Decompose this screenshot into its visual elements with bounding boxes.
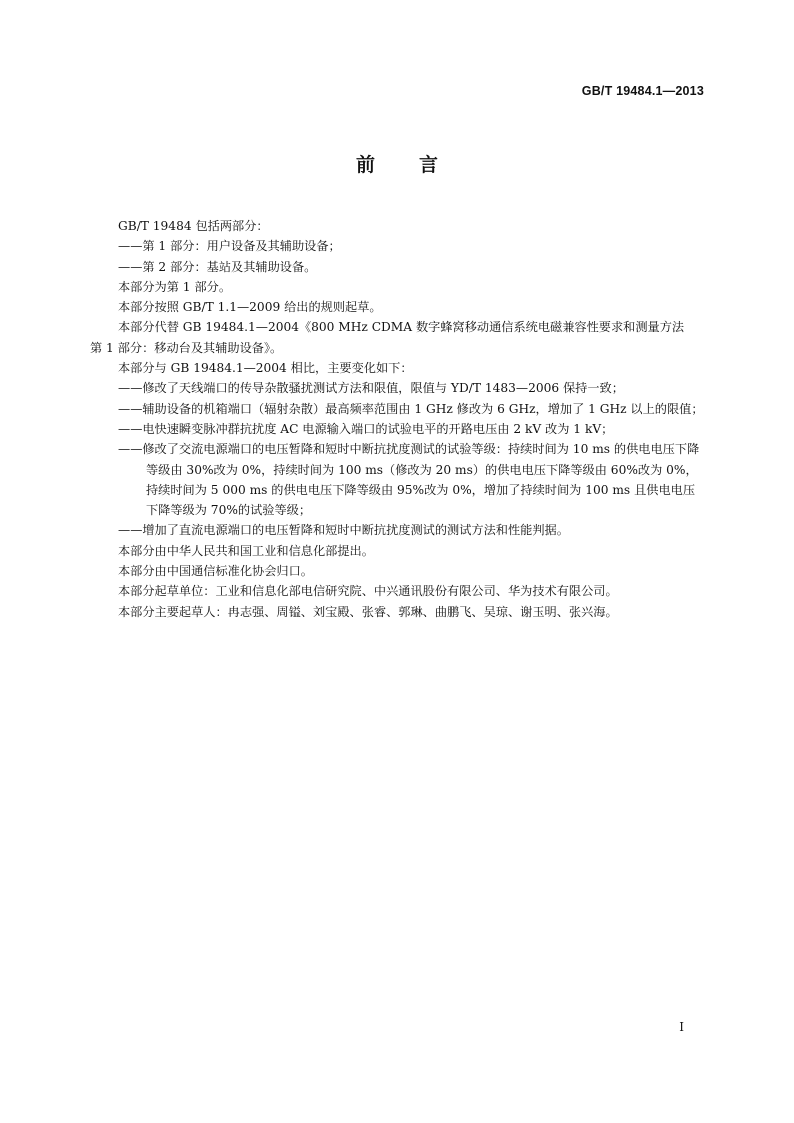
document-id: GB/T 19484.1—2013 — [581, 84, 704, 98]
paragraph: 本部分与 GB 19484.1—2004 相比，主要变化如下： — [118, 361, 413, 376]
list-item: ——第 2 部分：基站及其辅助设备。 — [118, 259, 317, 274]
list-item: ——第 1 部分：用户设备及其辅助设备； — [118, 239, 341, 254]
list-item: ——修改了天线端口的传导杂散骚扰测试方法和限值，限值与 YD/T 1483—2006 保持一致； — [118, 381, 624, 396]
paragraph: 本部分为第 1 部分。 — [118, 279, 232, 294]
page-title: 前言 — [355, 154, 482, 176]
paragraph: 本部分主要起草人：冉志强、周镒、刘宝殿、张睿、郭琳、曲鹏飞、吴琼、谢玉明、张兴海。 — [118, 604, 618, 619]
paragraph: GB/T 19484 包括两部分： — [118, 219, 269, 233]
paragraph: 本部分按照 GB/T 1.1—2009 给出的规则起草。 — [118, 300, 382, 315]
paragraph: 本部分代替 GB 19484.1—2004《800 MHz CDMA 数字蜂窝移动通信系统电磁兼容性要求和测量方法 第 1 部分：移动台及其辅助设备》。 — [90, 320, 697, 355]
paragraph: 本部分起草单位：工业和信息化部电信研究院、中兴通讯股份有限公司、华为技术有限公司。 — [118, 584, 618, 599]
page-number: I — [679, 1020, 684, 1034]
list-item: ——增加了直流电源端口的电压暂降和短时中断抗扰度测试的测试方法和性能判据。 — [118, 523, 569, 538]
foreword-body — [90, 216, 706, 622]
list-item: ——电快速瞬变脉冲群抗扰度 AC 电源输入端口的试验电平的开路电压由 2 kV 改为 1 kV； — [118, 421, 614, 436]
list-item: ——修改了交流电源端口的电压暂降和短时中断抗扰度测试的试验等级：持续时间为 10 ms 的供电电压下降等级由 30%改为 0%，持续时间为 100 ms（修改为 20 ms）的供电电压下降等级由 60%改为 0%，持续时间为 5 000 ms 的供电电压下降等级由 95%改为 0%，增加了持续时间为 100 ms 且供电电压下降等级为 70%的试验等级； — [118, 442, 700, 518]
paragraph: 本部分由中华人民共和国工业和信息化部提出。 — [118, 543, 374, 558]
list-item: ——辅助设备的机箱端口（辐射杂散）最高频率范围由 1 GHz 修改为 6 GHz，增加了 1 GHz 以上的限值； — [118, 401, 704, 416]
paragraph: 本部分由中国通信标准化协会归口。 — [118, 564, 313, 579]
